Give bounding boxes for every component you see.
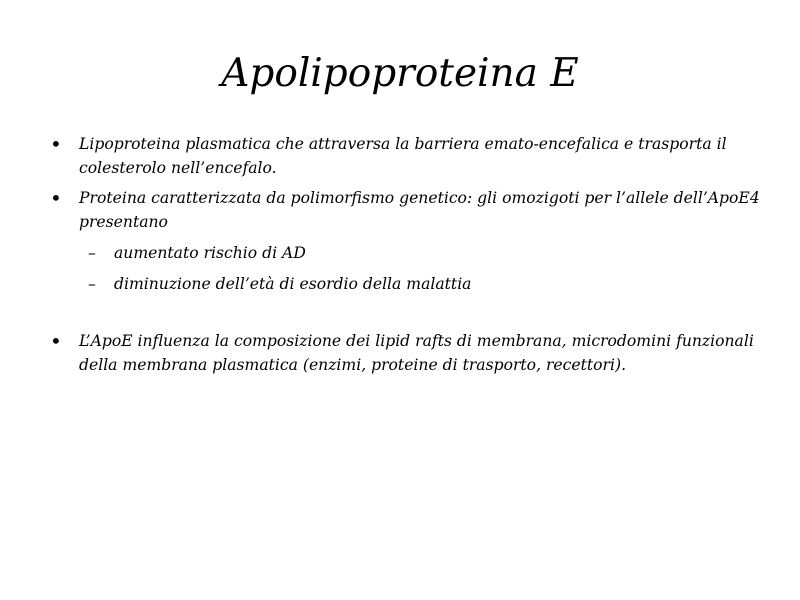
sub-bullet-item (48, 272, 773, 296)
sub-bullet-text: diminuzione dell’età di esordio della malattia (114, 275, 472, 293)
sub-bullet-item (48, 241, 773, 265)
bullet-item (48, 186, 773, 234)
bullet-marker: • (50, 329, 62, 353)
bullet-item (48, 329, 773, 377)
sub-bullet-marker: – (88, 275, 96, 293)
bullet-marker: • (50, 186, 62, 210)
bullet-text: Proteina caratterizzata da polimorfismo genetico: gli omozigoti per l’allele dell’ApoE4 presentano (79, 189, 760, 231)
slide-body (48, 132, 773, 377)
bullet-text: Lipoproteina plasmatica che attraversa la barriera emato-encefalica e trasporta il colesterolo nell’encefalo. (79, 135, 727, 177)
bullet-marker: • (50, 132, 62, 156)
sub-bullet-marker: – (88, 244, 96, 262)
bullet-item (48, 132, 773, 180)
bullet-text: L’ApoE influenza la composizione dei lipid rafts di membrana, microdomini funzionali della membrana plasmatica (enzimi, proteine di trasporto, recettori). (79, 332, 754, 374)
slide-title: Apolipoproteina E (221, 51, 579, 96)
sub-bullet-text: aumentato rischio di AD (114, 244, 306, 262)
